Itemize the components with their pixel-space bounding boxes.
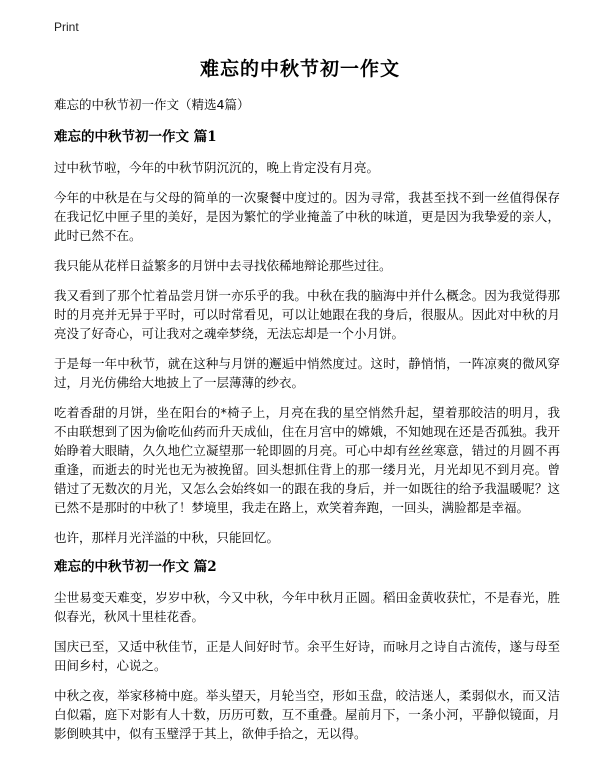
section-heading: 难忘的中秋节初一作文 篇2 (54, 559, 217, 575)
paragraph: 我只能从花样日益繁多的月饼中去寻找依稀地辩论那些过往。 (54, 258, 392, 273)
print-button[interactable]: Print (54, 20, 79, 34)
page-title: 难忘的中秋节初一作文 (199, 58, 400, 80)
paragraph: 于是每一年中秋节，就在这种与月饼的邂逅中悄然度过。这时，静悄悄，一阵凉爽的微风穿过，月光仿佛给大地披上了一层薄薄的纱衣。 (54, 356, 560, 390)
paragraph: 过中秋节啦，今年的中秋节阴沉沉的，晚上肯定没有月亮。 (54, 160, 380, 175)
paragraph: 我又看到了那个忙着品尝月饼一亦乐乎的我。中秋在我的脑海中并什么概念。因为我觉得那时的月亮并无异于平时，可以时常看见，可以让她跟在我的身后，很服从。因此对中秋的月亮没了好奇心，可让我对之魂牵梦绕，无法忘却是一个小月饼。 (54, 288, 560, 341)
document-subtitle: 难忘的中秋节初一作文（精选4篇） (54, 97, 250, 112)
paragraph: 中秋之夜，举家移椅中庭。举头望天，月轮当空，形如玉盘，皎洁迷人，柔弱似水，而又洁白似霜，庭下对影有人十数，历历可数，互不重叠。屋前月下，一条小河，平静似镜面，月影倒映其中，似有玉璧浮于其上，欲伸手拾之，无以得。 (54, 688, 560, 741)
essay-section-2 (54, 558, 560, 743)
section-heading: 难忘的中秋节初一作文 篇1 (54, 129, 217, 145)
document-body (54, 96, 560, 754)
paragraph: 今年的中秋是在与父母的简单的一次聚餐中度过的。因为寻常，我甚至找不到一丝值得保存在我记忆中匣子里的美好，是因为繁忙的学业掩盖了中秋的味道，更是因为我挚爱的亲人，此时已然不在。 (54, 190, 560, 243)
paragraph: 尘世易变天难变，岁岁中秋，今又中秋，今年中秋月正圆。稻田金黄收获忙，不是春光，胜似春光，秋风十里桂花香。 (54, 590, 560, 624)
paragraph: 吃着香甜的月饼，坐在阳台的*椅子上，月亮在我的星空悄然升起，望着那皎洁的明月，我不由联想到了因为偷吃仙药而升天成仙，住在月宫中的嫦娥，不知她现在还是否孤独。我开始睁着大眼睛，久久地伫立凝望那一轮即圆的月亮。可心中却有丝丝寒意，错过的月圆不再重逢，而逝去的时光也无为被挽留。回头想抓住背上的那一缕月光，月光却见不到月亮。曾错过了无数次的月光，又怎么会始终如一的跟在我的身后，并一如既往的给予我温暖呢？这已然不是那时的中秋了！梦境里，我走在路上，欢笑着奔跑，一回头，满脸都是幸福。 (54, 405, 560, 515)
paragraph: 国庆已至，又适中秋佳节，正是人间好时节。余平生好诗，而咏月之诗自古流传，遂与母至田间乡村，心说之。 (54, 639, 560, 673)
paragraph: 也许，那样月光洋溢的中秋，只能回忆。 (54, 530, 280, 545)
essay-section-1 (54, 128, 560, 547)
